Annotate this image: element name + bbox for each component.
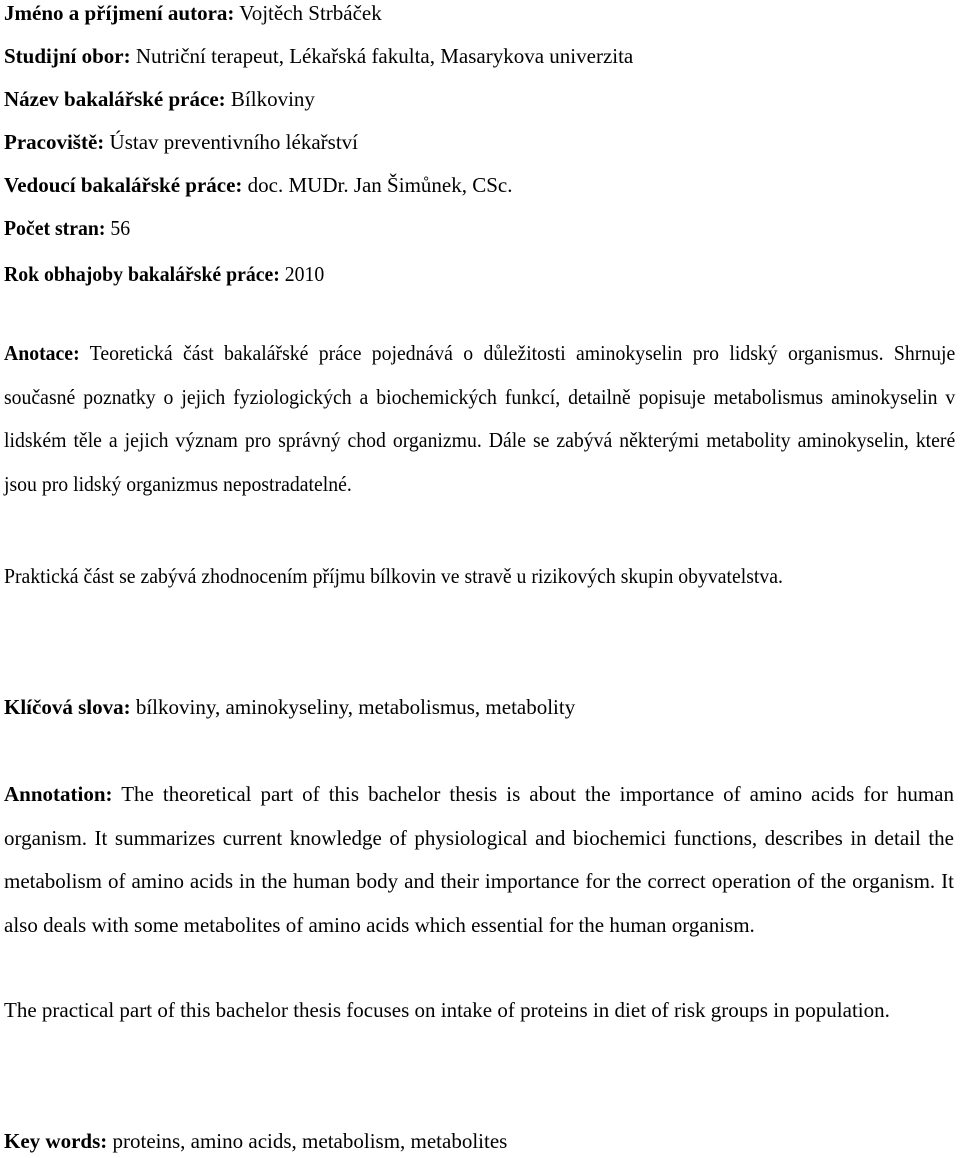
klicova-slova-line: [4, 694, 575, 720]
page-count-value: 56: [110, 216, 131, 240]
defense-year-line: [4, 261, 324, 287]
key-words-text: proteins, amino acids, metabolism, metabolites: [112, 1129, 508, 1153]
annotation-paragraph: [4, 773, 954, 948]
supervisor-value: doc. MUDr. Jan Šimůnek, CSc.: [247, 173, 513, 197]
field-of-study-label: Studijní obor:: [4, 44, 131, 68]
author-line: [4, 0, 382, 26]
thesis-title-value: Bílkoviny: [230, 87, 315, 111]
defense-year-value: 2010: [284, 262, 325, 286]
workplace-label: Pracoviště:: [4, 130, 105, 154]
key-words-label: Key words:: [4, 1129, 108, 1153]
workplace-value: Ústav preventivního lékařství: [109, 130, 358, 154]
anotace-text: Teoretická část bakalářské práce pojednává o důležitosti aminokyselin pro lidský organismus. Shrnuje současné poznatky o jejich fyziologických a biochemických funkcí, detailně popisuje metabolismus aminokyselin v lidském těle a jejich význam pro správný chod organizmu. Dále se zabývá některými metabolity aminokyselin, které jsou pro lidský organizmus nepostradatelné.: [4, 341, 956, 497]
key-words-line: [4, 1128, 507, 1154]
klicova-slova-label: Klíčová slova:: [4, 695, 131, 719]
annotation-practical-text: The practical part of this bachelor thesis focuses on intake of proteins in diet of risk groups in population.: [4, 998, 890, 1022]
thesis-title-line: [4, 86, 315, 112]
field-of-study-line: [4, 43, 633, 69]
defense-year-label: Rok obhajoby bakalářské práce:: [4, 262, 280, 286]
workplace-line: [4, 129, 358, 155]
anotace-practical-text: Praktická část se zabývá zhodnocením příjmu bílkovin ve stravě u rizikových skupin obyvatelstva.: [4, 564, 783, 588]
page-count-label: Počet stran:: [4, 216, 106, 240]
author-label: Jméno a příjmení autora:: [4, 1, 235, 25]
field-of-study-value: Nutriční terapeut, Lékařská fakulta, Masarykova univerzita: [135, 44, 634, 68]
klicova-slova-text: bílkoviny, aminokyseliny, metabolismus, metabolity: [135, 695, 576, 719]
annotation-text: The theoretical part of this bachelor thesis is about the importance of amino acids for human organism. It summarizes current knowledge of physiological and biochemici functions, describes in detail the metabolism of amino acids in the human body and their importance for the correct operation of the organism. It also deals with some metabolites of amino acids which essential for the human organism.: [4, 782, 955, 938]
page-count-line: [4, 215, 130, 241]
anotace-paragraph: [4, 332, 955, 507]
supervisor-line: [4, 172, 512, 198]
annotation-practical-paragraph: [4, 989, 954, 1033]
anotace-practical-paragraph: [4, 555, 955, 599]
author-value: Vojtěch Strbáček: [239, 1, 382, 25]
annotation-label: Annotation:: [4, 782, 113, 806]
supervisor-label: Vedoucí bakalářské práce:: [4, 173, 243, 197]
anotace-label: Anotace:: [4, 341, 80, 365]
thesis-title-label: Název bakalářské práce:: [4, 87, 226, 111]
